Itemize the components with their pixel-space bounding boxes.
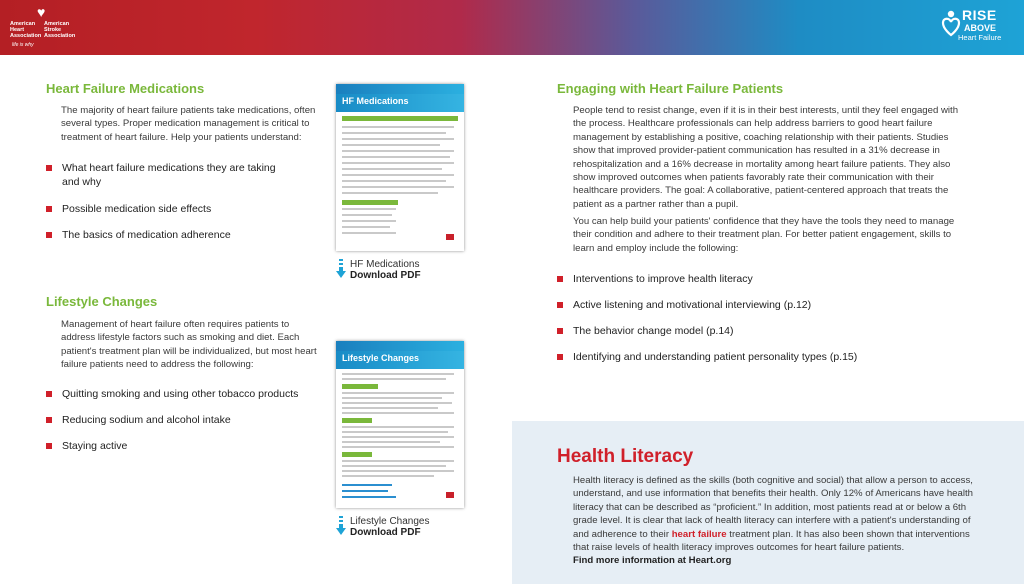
thumbnail-line (342, 470, 454, 472)
thumbnail-line (342, 407, 438, 409)
header-banner (0, 0, 1024, 55)
thumbnail-section-bar (342, 452, 372, 457)
thumbnail-line (342, 192, 438, 194)
thumbnail-line (342, 397, 442, 399)
engaging-bullet-1: Interventions to improve health literacy (557, 272, 977, 286)
download-arrow-icon (336, 516, 346, 536)
thumbnail-title: HF Medications (342, 96, 409, 106)
thumbnail-line (342, 132, 446, 134)
thumbnail-line (342, 392, 454, 394)
thumbnail-line (342, 378, 446, 380)
lifestyle-intro: Management of heart failure often requires patients to address lifestyle factors such as smoking and diet. Each patient's treatment plan will be individualized, but most heart failure patients need to address the following: (61, 319, 317, 371)
aha-logo-text: American Heart Association (10, 21, 42, 39)
health-literacy-heading: Health Literacy (557, 446, 694, 467)
thumbnail-line (342, 232, 396, 234)
lifestyle-bullet-2: Reducing sodium and alcohol intake (46, 413, 326, 427)
engaging-bullet-3: The behavior change model (p.14) (557, 324, 977, 338)
thumbnail-line (342, 150, 454, 152)
engaging-heading: Engaging with Heart Failure Patients (557, 81, 784, 96)
thumbnail-line (342, 214, 392, 216)
hf-medications-thumbnail[interactable] (336, 84, 464, 251)
thumbnail-line (342, 431, 448, 433)
thumbnail-top-band (336, 341, 464, 351)
thumbnail-line (342, 208, 396, 210)
thumbnail-line (342, 168, 442, 170)
thumbnail-line (342, 186, 454, 188)
thumbnail-line (342, 220, 396, 222)
thumbnail-line (342, 441, 440, 443)
health-literacy-text-after: treatment plan. It has also been shown that interventions that raise levels of health literacy improves outcomes for heart failure patients. (573, 528, 970, 554)
medications-intro: The majority of heart failure patients take medications, often several types. Proper medication management is critical to treatment of heart failure. Help your patients understand: (61, 105, 316, 143)
thumbnail-section-bar (342, 418, 372, 423)
engaging-paragraph-1: People tend to resist change, even if it is in their best interests, until they feel engaged with the process. Healthcare professionals can help address barriers to good heart failure management by establishing a positive, coaching relationship with their patients. Studies show that improved provider-patient communication has resulted in a 31% decrease in rehospitalization and a 16% decrease in mortality among heart failure patients. They also show improved outcomes when patients favorably rate their communication with their healthcare providers. The goal: A collaborative, patient-centered approach that treats the patient as a partner rather than a pupil. (573, 105, 959, 210)
lifestyle-heading: Lifestyle Changes (46, 294, 158, 309)
download-pdf-link[interactable]: Download PDF (350, 270, 421, 281)
thumbnail-link-line (342, 490, 388, 492)
thumbnail-line (342, 162, 454, 164)
rise-above-logo[interactable] (940, 5, 1020, 50)
rise-logo-line1: RISE (962, 7, 997, 23)
thumbnail-line (342, 156, 450, 158)
thumbnail-line (342, 412, 454, 414)
medications-bullet-1: What heart failure medications they are taking and why (46, 161, 296, 189)
thumbnail-line (342, 446, 454, 448)
download-file-name: Lifestyle Changes (350, 516, 430, 527)
thumbnail-line (342, 373, 454, 375)
thumbnail-line (342, 174, 454, 176)
find-more-link[interactable]: Find more information at Heart.org (573, 555, 732, 567)
engaging-bullet-4: Identifying and understanding patient personality types (p.15) (557, 350, 977, 364)
health-literacy-paragraph (573, 474, 983, 568)
heart-torch-icon: ♥ (37, 4, 46, 20)
rise-logo-line3: Heart Failure (958, 33, 1002, 42)
aha-tagline: life is why (12, 42, 34, 48)
thumbnail-line (342, 426, 454, 428)
download-arrow-icon (336, 259, 346, 279)
thumbnail-title: Lifestyle Changes (342, 353, 420, 363)
engaging-bullet-2: Active listening and motivational interviewing (p.12) (557, 298, 977, 312)
heart-failure-highlight: heart failure (671, 528, 727, 540)
thumbnail-line (342, 460, 454, 462)
lifestyle-changes-thumbnail[interactable] (336, 341, 464, 508)
lifestyle-bullet-1: Quitting smoking and using other tobacco products (46, 387, 326, 401)
thumbnail-line (342, 475, 434, 477)
engaging-paragraph-2: You can help build your patients' confidence that they have the tools they need to manage their condition and adhere to their treatment plan. For better patient engagement, skills to learn and employ include the following: (573, 216, 955, 254)
download-pdf-link[interactable]: Download PDF (350, 527, 421, 538)
download-file-name: HF Medications (350, 259, 420, 270)
hf-medications-download[interactable] (336, 259, 456, 283)
aha-mini-logo-icon (446, 234, 454, 240)
thumbnail-line (342, 138, 454, 140)
thumbnail-line (342, 402, 452, 404)
rise-logo-line2: ABOVE (964, 23, 997, 33)
thumbnail-line (342, 226, 390, 228)
thumbnail-line (342, 144, 440, 146)
thumbnail-section-bar (342, 200, 398, 205)
thumbnail-line (342, 436, 454, 438)
medications-bullet-3: The basics of medication adherence (46, 228, 296, 242)
medications-heading: Heart Failure Medications (46, 81, 205, 96)
thumbnail-line (342, 465, 446, 467)
thumbnail-line (342, 180, 446, 182)
thumbnail-top-band (336, 84, 464, 94)
aha-logo[interactable] (10, 5, 80, 50)
medications-bullet-2: Possible medication side effects (46, 202, 296, 216)
asa-logo-text: American Stroke Association (44, 21, 76, 39)
lifestyle-changes-download[interactable] (336, 516, 456, 540)
aha-mini-logo-icon (446, 492, 454, 498)
thumbnail-section-bar (342, 384, 378, 389)
health-literacy-text-before: Health literacy is defined as the skills (both cognitive and social) that allow a person to access, understand, and use information that benefits their health. Only 12% of Americans have health literacy that can be described as “proficient.” In addition, most patients read at or below a 6th grade level. It is clear that lack of health literacy can interfere with a patient's understanding of and adherence to their (573, 475, 973, 540)
thumbnail-line (342, 126, 454, 128)
lifestyle-bullet-3: Staying active (46, 439, 326, 453)
thumbnail-table-header (342, 116, 458, 121)
thumbnail-link-line (342, 496, 396, 498)
thumbnail-link-line (342, 484, 392, 486)
